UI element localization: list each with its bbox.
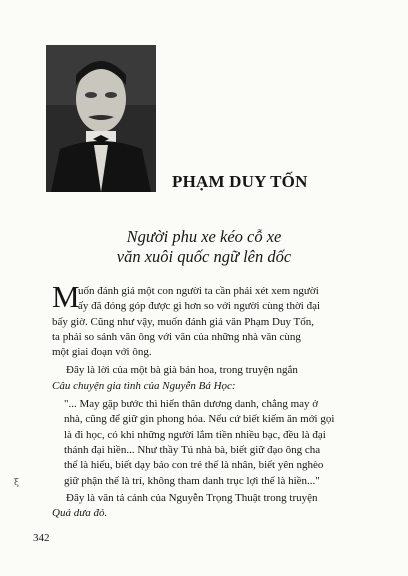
paragraph-line: bấy giờ. Cũng như vậy, muốn đánh giá văn Phạm Duy Tốn, — [52, 315, 315, 328]
subtitle-line-1: Người phu xe kéo cỗ xe — [126, 227, 282, 246]
paragraph-2 — [52, 363, 360, 394]
paragraph-3 — [52, 491, 360, 522]
quote-line: "... May gặp bước thì hiển thân dương danh, chẳng may ở — [64, 398, 319, 411]
paragraph-line: một giai đoạn với ông. — [52, 346, 152, 359]
paragraph-line: Đây là văn tả cảnh của Nguyễn Trọng Thuật trong truyện — [66, 491, 318, 504]
quote-line: là đi học, có khi những người lắm tiền nhiều bạc, đều là đại — [64, 428, 326, 441]
quote-line: thánh đại hiền... Như thầy Tú nhà bà, biết giữ đạo ông cha — [64, 443, 321, 456]
paragraph-line: Câu chuyện gia tình của Nguyễn Bá Học: — [52, 379, 236, 392]
paragraph-line: Đây là lời của một bà già bán hoa, trong truyện ngắn — [66, 364, 298, 377]
page-number: 342 — [33, 532, 50, 544]
quote-block — [52, 397, 360, 489]
chapter-subtitle — [70, 227, 338, 267]
quote-line: giữ phận thế là trí, không tham danh trục lợi thế là hiền..." — [64, 474, 320, 487]
paragraph-line: uốn đánh giá một con người ta cần phải xét xem người — [78, 285, 319, 297]
drop-cap: M — [52, 279, 80, 314]
body-text — [52, 279, 360, 521]
quote-line: thế là hiếu, biết dạy bảo con trẻ thế là nhân, biết yên nghèo — [64, 459, 324, 472]
portrait-photo — [46, 45, 156, 192]
paragraph-1 — [52, 279, 360, 360]
quote-line: nhà, cũng để giữ gìn phong hóa. Nếu cứ biết kiếm ăn mới gọi — [64, 413, 335, 426]
paragraph-line: ấy đã đóng góp được gì hơn so với người cùng thời đại — [78, 300, 321, 313]
paragraph-line: Quả dưa đỏ. — [52, 507, 108, 520]
margin-mark: ξ — [14, 478, 19, 488]
subtitle-line-2: văn xuôi quốc ngữ lên dốc — [116, 247, 292, 266]
author-portrait — [46, 45, 156, 192]
author-name-heading: PHẠM DUY TỐN — [172, 172, 308, 191]
paragraph-line: ta phải so sánh văn ông với văn của những nhà văn cùng — [52, 330, 301, 343]
